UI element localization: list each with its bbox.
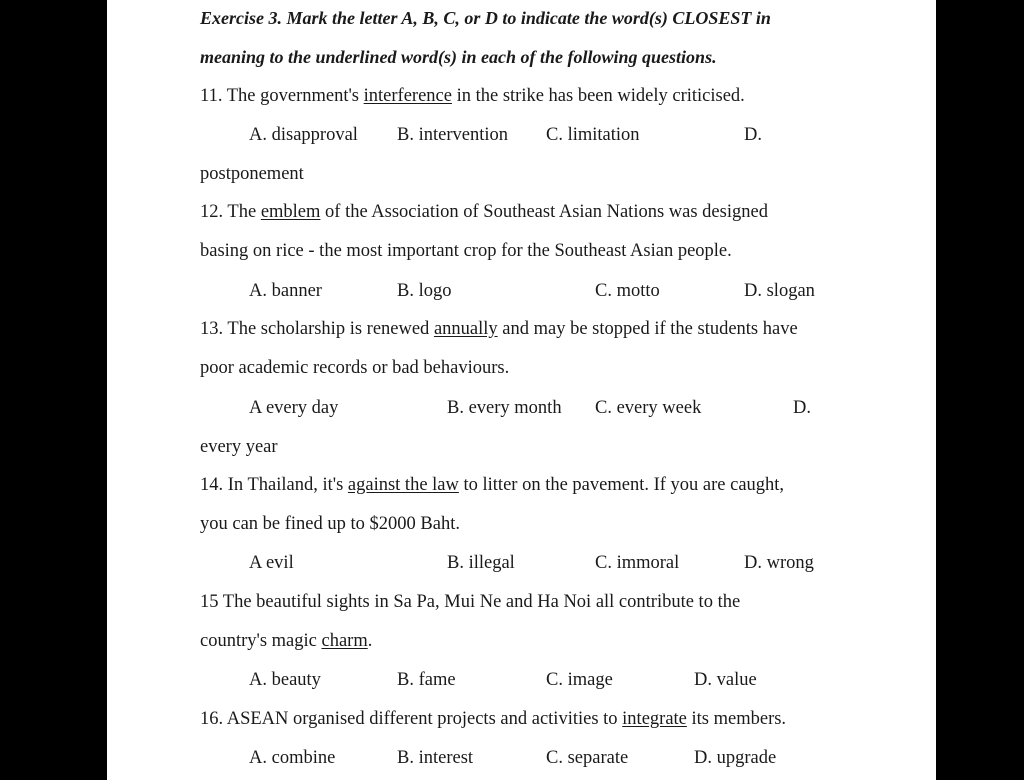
q11-option-d: D. [744,125,762,145]
q13-option-d-continuation: every year [200,437,278,457]
q11-option-b: B. intervention [397,125,508,145]
q15-option-b: B. fame [397,670,456,690]
q16-option-b: B. interest [397,748,474,768]
q11-option-d-continuation: postponement [200,164,304,184]
q16-option-c: C. separate [546,748,629,768]
question-11-text: 11. The government's interference in the strike has been widely criticised. [200,86,745,106]
underlined-word: annually [433,319,498,339]
q11-option-a: A. disapproval [249,125,358,145]
question-14-text-line-2: you can be fined up to $2000 Baht. [200,514,460,534]
q14-option-a: A evil [249,553,294,573]
underlined-word: interference [363,86,452,106]
exercise-title-line-2: meaning to the underlined word(s) in each of the following questions. [200,47,717,67]
q15-option-d: D. value [694,670,757,690]
q14-option-c: C. immoral [595,553,680,573]
q16-option-a: A. combine [249,748,336,768]
question-12-text: 12. The emblem of the Association of Southeast Asian Nations was designed [200,202,768,222]
q14-option-b: B. illegal [447,553,515,573]
q12-option-b: B. logo [397,281,452,301]
q13-option-d: D. [793,398,811,418]
question-12-text-line-2: basing on rice - the most important crop for the Southeast Asian people. [200,241,732,261]
exercise-title-line-1: Exercise 3. Mark the letter A, B, C, or D to indicate the word(s) CLOSEST in [200,8,771,28]
q13-option-c: C. every week [595,398,702,418]
q13-option-a: A every day [249,398,339,418]
q12-option-c: C. motto [595,281,660,301]
worksheet-page [107,0,936,780]
q16-option-d: D. upgrade [694,748,777,768]
underlined-word: against the law [347,475,459,495]
question-13-text: 13. The scholarship is renewed annually and may be stopped if the students have [200,319,798,339]
underlined-word: charm [321,631,368,651]
question-13-text-line-2: poor academic records or bad behaviours. [200,358,510,378]
question-15-text-line-2: country's magic charm. [200,631,373,651]
q14-option-d: D. wrong [744,553,814,573]
question-15-text: 15 The beautiful sights in Sa Pa, Mui Ne and Ha Noi all contribute to the [200,592,741,612]
q12-option-a: A. banner [249,281,322,301]
q13-option-b: B. every month [447,398,562,418]
underlined-word: integrate [622,709,687,729]
question-16-text: 16. ASEAN organised different projects and activities to integrate its members. [200,709,787,729]
q11-option-c: C. limitation [546,125,640,145]
q15-option-c: C. image [546,670,613,690]
underlined-word: emblem [260,202,321,222]
q12-option-d: D. slogan [744,281,815,301]
question-14-text: 14. In Thailand, it's against the law to litter on the pavement. If you are caught, [200,475,785,495]
q15-option-a: A. beauty [249,670,321,690]
